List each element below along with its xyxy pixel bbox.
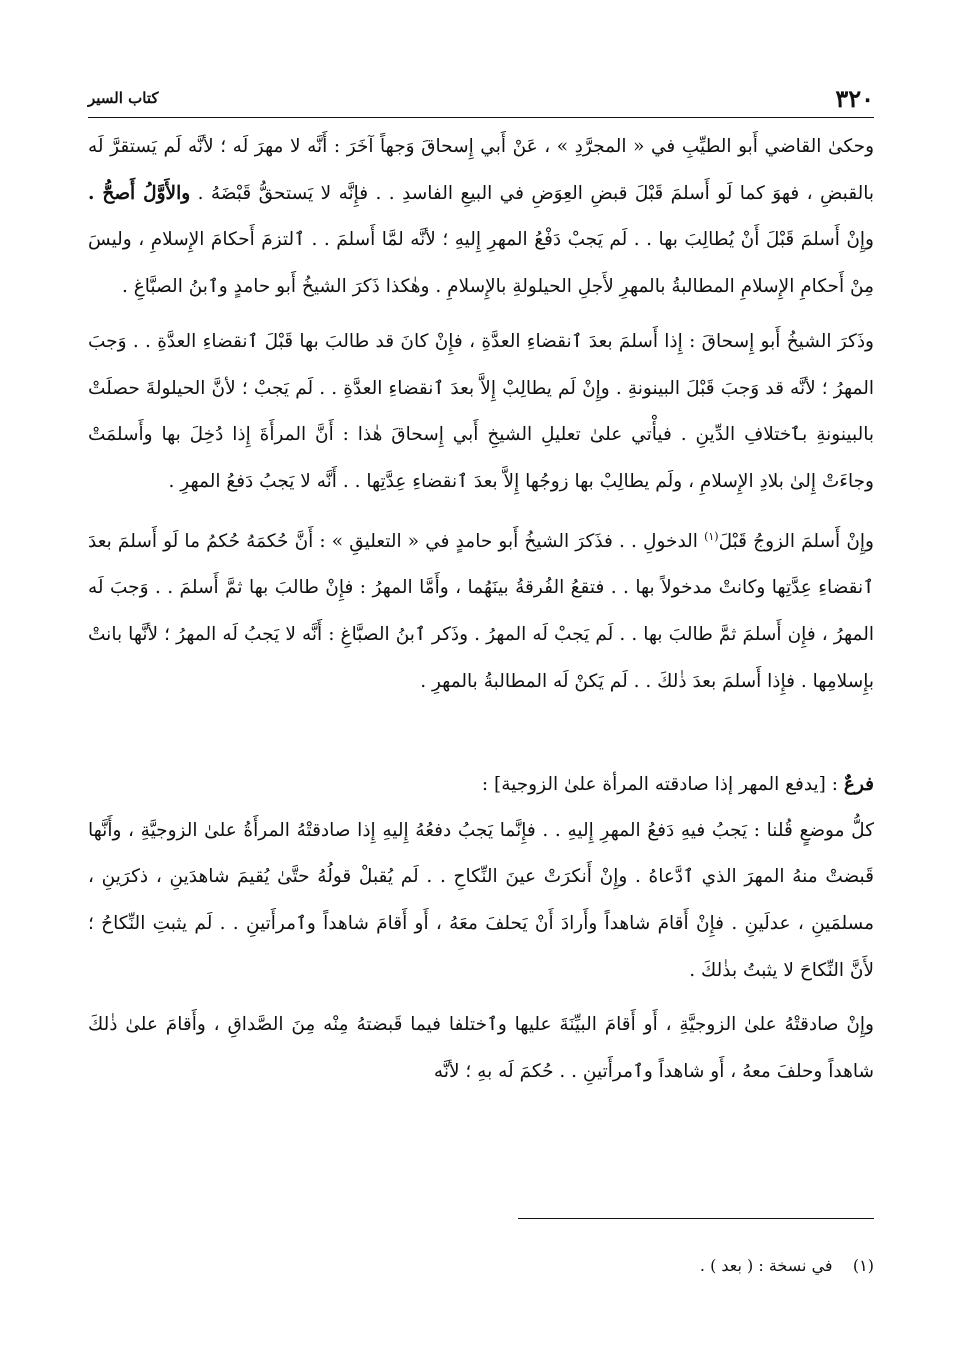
paragraph-4-text: كلُّ موضعٍ قُلنا : يَجبُ فيهِ دَفعُ المهرِ إِليهِ . . فإِنَّما يَجبُ دفعُهُ إِليهِ إِذا صادقتْهُ المرأَةُ علىٰ الزوجيَّةِ ، وأَنَّها قَبضتْ منهُ المهرَ الذي ٱدَّعاهُ . وإِنْ أَنكرَتْ عينَ النِّكاحِ . . لَم يُقبلْ قولُهُ حتَّىٰ يُقيمَ شاهدَينِ ، ذكرَينِ ، مسلمَينِ ، عدلَينِ . فإِنْ أَقامَ شاهداً وأَرادَ أَنْ يَحلفَ معَهُ ، أَو أَقامَ شاهداً وٱمرأَتينِ . . لَم يثبتِ النِّكاحُ ؛ لأَنَّ النِّكاحَ لا يثبتُ بذٰلكَ . [88,819,874,981]
page-header [88,80,874,116]
running-title: كتاب السير [88,89,159,107]
footnote-marker: (١) [852,1256,874,1275]
paragraph-3-lead: وإِنْ أَسلمَ الزوجُ قَبْلَ [718,530,874,552]
paragraph-5 [88,1002,874,1095]
section-heading [88,762,874,808]
footnote-reference[interactable]: (١) [704,529,719,543]
paragraph-5-text: وإِنْ صادقتْهُ علىٰ الزوجيَّةِ ، أَو أَقامَ البيِّنَةَ عليها وٱختلفا فيما قَبضتهُ مِنْه مِنَ الصَّداقِ ، وأَقامَ علىٰ ذٰلكَ شاهداً وحلفَ معهُ ، أَو شاهداً وٱمرأَتينِ . . حُكمَ لَه بهِ ؛ لأنَّه [88,1014,874,1083]
footnote-text: في نسخة : ( بعد ) . [699,1256,833,1275]
section-title: : [يدفع المهر إذا صادقته المرأة علىٰ الزوجية] : [481,773,839,795]
page-number: ٣٢٠ [835,83,874,113]
emphasis-text: والأَوَّلُ أَصحُّ . [88,182,191,204]
page-body [88,124,874,1096]
paragraph-4 [88,808,874,995]
paragraph-3-text: الدخولِ . . فذَكرَ الشيخُ أَبو حامدٍ في « التعليقِ » : أَنَّ حُكمَهُ حُكمُ ما لَو أَسلمَ بعدَ ٱنقضاءِ عِدَّتِها وكانتْ مدخولاً بها . . فتقعُ الفُرقةُ بينَهُما ، وأَمَّا المهرُ : فإِنْ طالبَ بها ثمَّ أَسلمَ . . وَجبَ لَه المهرُ ، فإِن أَسلمَ ثمَّ طالبَ بها . . لَم يَجبْ لَه المهرُ . وذَكر ٱبنُ الصبَّاغِ : أَنَّه لا يَجبُ لَه المهرُ ؛ لأنَّها بانتْ بإِسلامِها . فإِذا أَسلمَ بعدَ ذٰلكَ . . لَم يَكنْ لَه المطالبةُ بالمهرِ . [88,530,874,692]
paragraph-2-text: وذَكرَ الشيخُ أَبو إِسحاقَ : إِذا أَسلمَ بعدَ ٱنقضاءِ العدَّةِ ، فإِنْ كانَ قد طالبَ بها قَبْلَ ٱنقضاءِ العدَّةِ . . وَجبَ المهرُ ؛ لأنَّه قد وَجبَ قَبْلَ البينونةِ . وإِنْ لَم يطالِبْ إِلاَّ بعدَ ٱنقضاءِ العدَّةِ . . لَم يَجبْ ؛ لأنَّ الحيلولةَ حصلَتْ بالبينونةِ بٱختلافِ الدِّينِ . فيأْتي علىٰ تعليلِ الشيخِ أَبي إِسحاقَ هٰذا : أَنَّ المرأَةَ إِذا دُخِلَ بها وأَسلمَتْ وجاءَتْ إِلىٰ بلادِ الإِسلامِ ، ولَم يطالِبْ بها زوجُها إِلاَّ بعدَ ٱنقضاءِ عِدَّتِها . . أَنَّه لا يَجبُ دَفعُ المهرِ . [88,330,874,492]
section-label: فرعٌ [843,773,874,795]
footnote-rule [518,1218,874,1219]
paragraph-1-text-a: وحكىٰ القاضي أَبو الطيِّبِ في « المجرَّدِ » ، عَنْ أَبي إِسحاقَ وَجهاً آخَرَ : أَنَّه لا مهرَ لَه ؛ لأنَّه لَم يَستقرَّ لَه بالقبضِ ، فهوَ كما لَو أَسلمَ قَبْلَ قبضِ العِوَضِ في البيعِ الفاسدِ . . فإِنَّه لا يَستحقُّ قَبْضَهُ . [88,136,874,204]
header-rule [88,117,874,118]
paragraph-3 [88,514,874,706]
paragraph-1 [88,124,874,311]
paragraph-2 [88,319,874,506]
footnote [88,1256,874,1275]
paragraph-1-text-b: وإِنْ أَسلمَ قَبْلَ أَنْ يُطالِبَ بها . . لَم يَجبْ دَفْعُ المهرِ إِليهِ ؛ لأنَّه لمَّا أَسلمَ . . ٱلتزمَ أَحكامَ الإِسلامِ ، وليسَ مِنْ أَحكامِ الإِسلامِ المطالبةُ بالمهرِ لأَجلِ الحيلولةِ بالإِسلامِ . وهٰكذا ذَكرَ الشيخُ أَبو حامدٍ وٱبنُ الصبَّاغِ . [88,229,874,298]
